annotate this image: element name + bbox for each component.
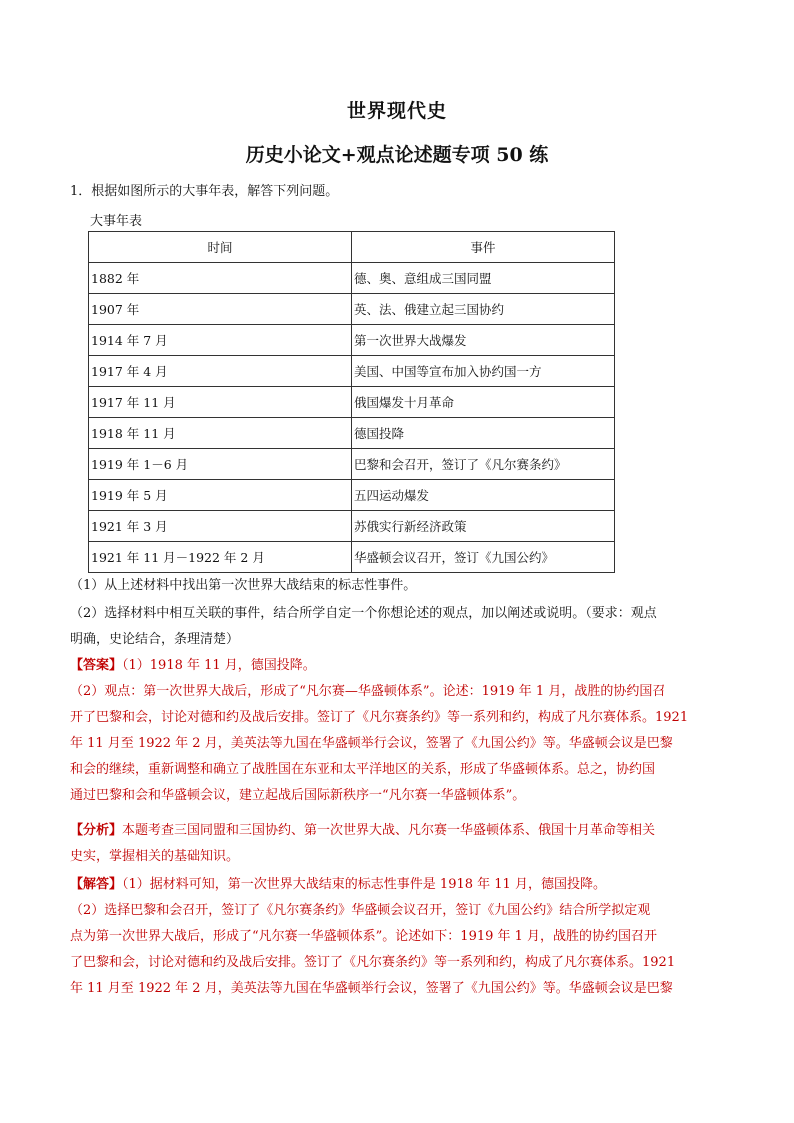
cell-time: 1882 年 — [89, 263, 352, 294]
solution-line: （2）选择巴黎和会召开，签订了《凡尔赛条约》华盛顿会议召开，签订《九国公约》结合所学拟定观 — [70, 903, 651, 918]
solution-text: （1）据材料可知，第一次世界大战结束的标志性事件是 1918 年 11 月，德国投降。 — [122, 877, 606, 892]
sub-question-2-line: （2）选择材料中相互关联的事件，结合所学自定一个你想论述的观点，加以阐述或说明。（要求：观点 — [70, 606, 657, 621]
cell-time: 1921 年 3 月 — [89, 511, 352, 542]
answer-line: （2）观点：第一次世界大战后，形成了“凡尔赛—华盛顿体系”。论述：1919 年 1 月，战胜的协约国召 — [70, 684, 666, 699]
analysis-section — [70, 818, 725, 870]
page-subtitle: 历史小论文+观点论述题专项 50 练 — [245, 144, 549, 166]
answer-line: 开了巴黎和会，讨论对德和约及战后安排。签订了《凡尔赛条约》等一系列和约，构成了凡尔赛体系。1921 — [70, 710, 689, 725]
table-row — [89, 387, 615, 418]
answer-line: 通过巴黎和会和华盛顿会议，建立起战后国际新秩序一“凡尔赛一华盛顿体系”。 — [70, 788, 526, 803]
table-row — [89, 325, 615, 356]
table-header-row — [89, 232, 615, 263]
cell-event: 第一次世界大战爆发 — [352, 325, 615, 356]
solution-line — [70, 872, 725, 898]
answer-tag: 【答案】 — [70, 658, 123, 673]
analysis-tag: 【分析】 — [70, 823, 123, 838]
question-stem — [70, 180, 338, 199]
cell-time: 1921 年 11 月－1922 年 2 月 — [89, 542, 352, 573]
answer-line: 年 11 月至 1922 年 2 月，美英法等九国在华盛顿举行会议，签署了《九国公约》等。华盛顿会议是巴黎 — [70, 736, 673, 751]
table-row — [89, 356, 615, 387]
question-text: 根据如图所示的大事年表，解答下列问题。 — [91, 184, 339, 199]
cell-time: 1917 年 11 月 — [89, 387, 352, 418]
cell-time: 1918 年 11 月 — [89, 418, 352, 449]
answer-line — [70, 653, 725, 679]
solution-line: 年 11 月至 1922 年 2 月，美英法等九国在华盛顿举行会议，签署了《九国公约》等。华盛顿会议是巴黎 — [70, 981, 673, 996]
table-row — [89, 294, 615, 325]
analysis-line: 史实，掌握相关的基础知识。 — [70, 849, 240, 864]
solution-section — [70, 872, 725, 1002]
events-table — [88, 231, 615, 573]
cell-event: 华盛顿会议召开，签订《九国公约》 — [352, 542, 615, 573]
cell-event: 五四运动爆发 — [352, 480, 615, 511]
cell-time: 1919 年 5 月 — [89, 480, 352, 511]
solution-line: 了巴黎和会，讨论对德和约及战后安排。签订了《凡尔赛条约》等一系列和约，构成了凡尔赛体系。1921 — [70, 955, 676, 970]
analysis-line — [70, 818, 725, 844]
answer-section — [70, 653, 725, 809]
page-title: 世界现代史 — [346, 100, 447, 122]
cell-time: 1917 年 4 月 — [89, 356, 352, 387]
sub-question-1: （1）从上述材料中找出第一次世界大战结束的标志性事件。 — [70, 578, 417, 593]
cell-event: 美国、中国等宣布加入协约国一方 — [352, 356, 615, 387]
table-row — [89, 480, 615, 511]
question-number: 1． — [70, 184, 92, 199]
table-row — [89, 511, 615, 542]
solution-line: 点为第一次世界大战后，形成了“凡尔赛一华盛顿体系”。论述如下：1919 年 1 月，战胜的协约国召开 — [70, 929, 658, 944]
sub-question-2 — [70, 601, 725, 653]
solution-tag: 【解答】 — [70, 877, 123, 892]
cell-event: 苏俄实行新经济政策 — [352, 511, 615, 542]
column-header-event: 事件 — [352, 232, 615, 263]
cell-event: 英、法、俄建立起三国协约 — [352, 294, 615, 325]
cell-event: 巴黎和会召开，签订了《凡尔赛条约》 — [352, 449, 615, 480]
cell-event: 俄国爆发十月革命 — [352, 387, 615, 418]
table-row — [89, 263, 615, 294]
analysis-text: 本题考查三国同盟和三国协约、第一次世界大战、凡尔赛一华盛顿体系、俄国十月革命等相关 — [122, 823, 656, 838]
column-header-time: 时间 — [89, 232, 352, 263]
table-row — [89, 542, 615, 573]
table-row — [89, 449, 615, 480]
cell-time: 1914 年 7 月 — [89, 325, 352, 356]
answer-line: 和会的继续，重新调整和确立了战胜国在东亚和太平洋地区的关系，形成了华盛顿体系。总之，协约国 — [70, 762, 656, 777]
sub-question-2-line: 明确，史论结合，条理清楚） — [70, 632, 240, 647]
cell-event: 德、奥、意组成三国同盟 — [352, 263, 615, 294]
cell-event: 德国投降 — [352, 418, 615, 449]
answer-text: （1）1918 年 11 月，德国投降。 — [122, 658, 316, 673]
table-caption: 大事年表 — [90, 214, 143, 229]
cell-time: 1919 年 1－6 月 — [89, 449, 352, 480]
table-row — [89, 418, 615, 449]
cell-time: 1907 年 — [89, 294, 352, 325]
